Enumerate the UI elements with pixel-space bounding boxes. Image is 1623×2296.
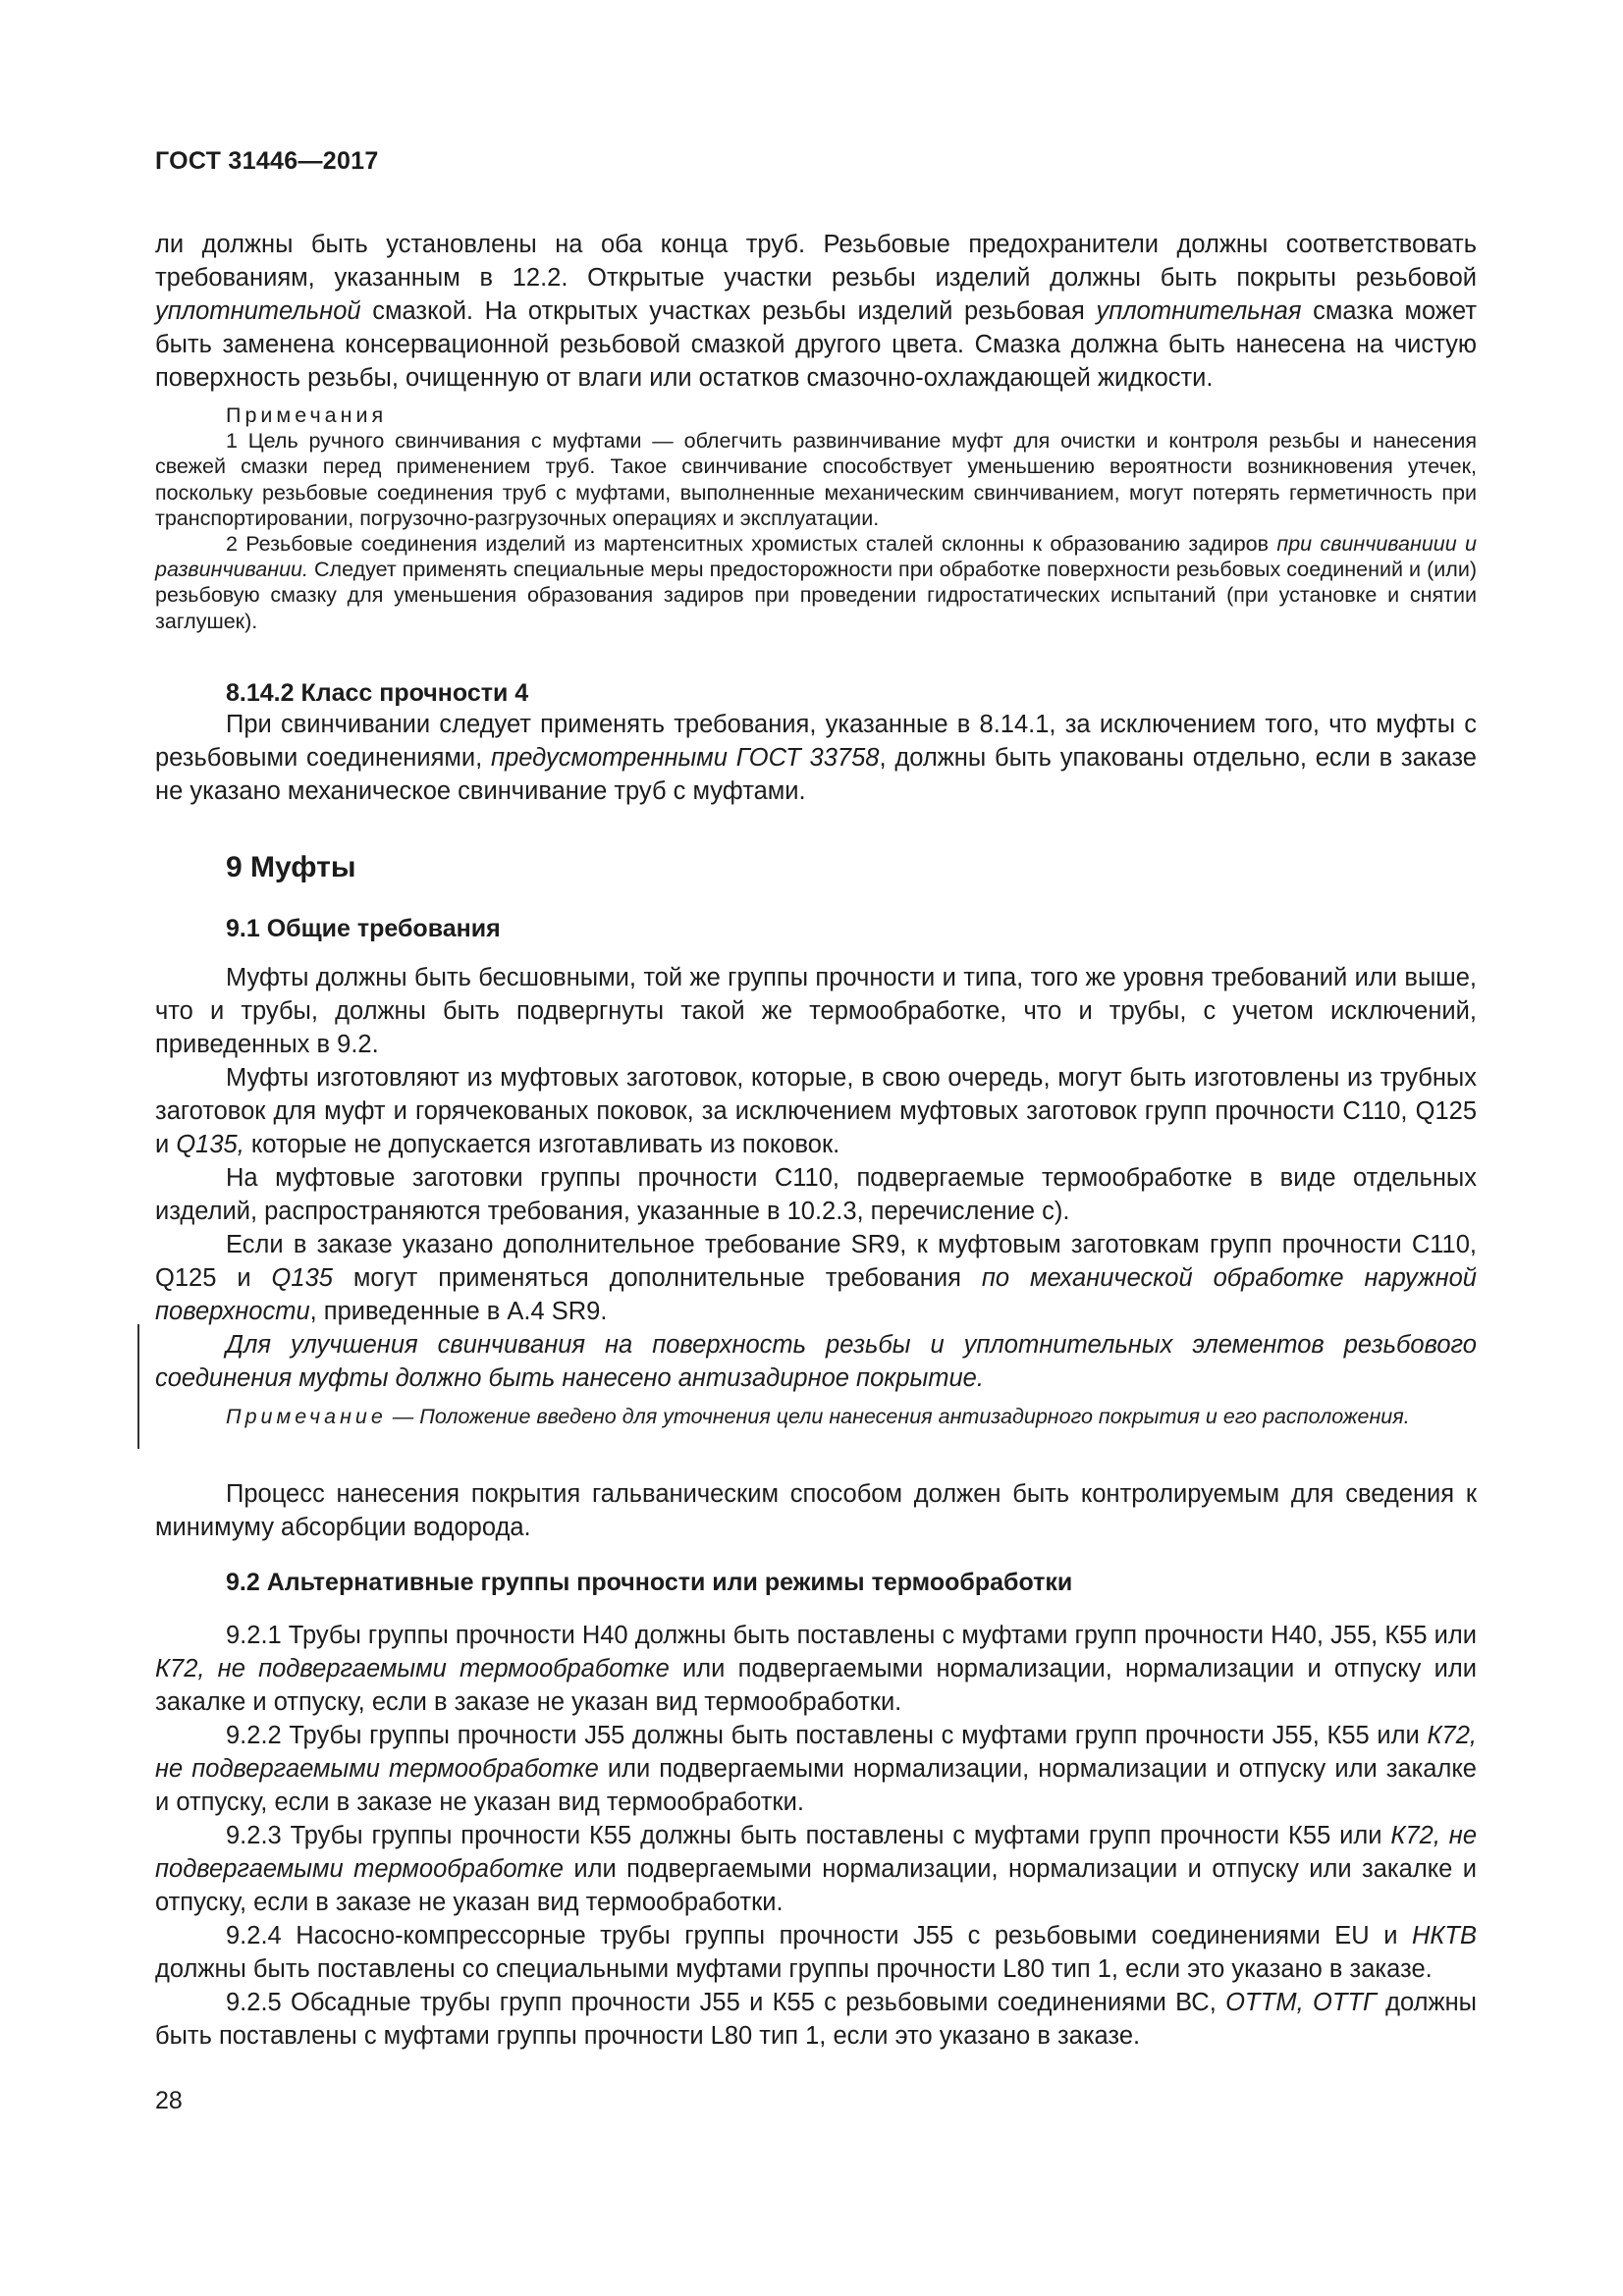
note-2: 2 Резьбовые соединения изделий из мартенситных хромистых сталей склонны к образованию задиров при свинчиваниии и развинчивании. Следует применять специальные меры предосторожности при обработке поверхности резьбовых соединений и (или) резьбовую смазку для уменьшения образования задиров при проведении гидростатических испытаний (при установке и снятии заглушек). — [155, 532, 1477, 633]
section-9-1-note-text: Примечание — Положение введено для уточнения цели нанесения антизадирного покрытия и его расположения. — [226, 1405, 1410, 1428]
notes-block — [155, 402, 1477, 634]
item-9-2-4: 9.2.4 Насосно-компрессорные трубы группы прочности J55 с резьбовыми соединениями EU и НКТВ должны быть поставлены со специальными муфтами группы прочности L80 тип 1, если это указано в заказе. — [155, 1922, 1477, 1983]
section-9-1-body — [155, 961, 1477, 1395]
section-9-1-paragraph-2: Муфты изготовляют из муфтовых заготовок, которые, в свою очередь, могут быть изготовлены из трубных заготовок для муфт и горячекованых поковок, за исключением муфтовых заготовок групп прочности С110, Q125 и Q135, которые не допускается изготавливать из поковок. — [155, 1064, 1477, 1158]
section-9-1-heading-block — [155, 915, 1477, 943]
document-header: ГОСТ 31446—2017 — [155, 147, 379, 175]
item-9-2-5: 9.2.5 Обсадные трубы групп прочности J55 и К55 с резьбовыми соединениями ВС, ОТТМ, ОТТГ должны быть поставлены с муфтами группы прочности L80 тип 1, если это указано в заказе. — [155, 1989, 1478, 2050]
change-bar — [137, 1324, 139, 1449]
notes-title: Примечания — [226, 403, 388, 427]
section-9-heading: 9 Муфты — [226, 851, 356, 883]
section-9-1-paragraph-6: Процесс нанесения покрытия гальваническим способом должен быть контролируемым для сведения к минимуму абсорбции водорода. — [155, 1480, 1477, 1541]
section-9-1-paragraph-4: Если в заказе указано дополнительное требование SR9, к муфтовым заготовкам групп прочности С110, Q125 и Q135 могут применяться дополнительные требования по механической обработке наружной поверхности, приведенные в А.4 SR9. — [155, 1231, 1477, 1325]
section-8-14-2-paragraph: При свинчивании следует применять требования, указанные в 8.14.1, за исключением того, что муфты с резьбовыми соединениями, предусмотренными ГОСТ 33758, должны быть упакованы отдельно, если в заказе не указано механическое свинчивание труб с муфтами. — [155, 711, 1477, 805]
intro-paragraph: ли должны быть установлены на оба конца труб. Резьбовые предохранители должны соответствовать требованиям, указанным в 12.2. Открытые участки резьбы изделий должны быть покрыты резьбовой уплотнительной смазкой. На открытых участках резьбы изделий резьбовая уплотнительная смазка может быть заменена консервационной резьбовой смазкой другого цвета. Смазка должна быть нанесена на чистую поверхность резьбы, очищенную от влаги или остатков смазочно-охлаждающей жидкости. — [155, 231, 1478, 392]
section-9-2-heading-block — [155, 1569, 1477, 1597]
page-number: 28 — [155, 2087, 183, 2114]
item-9-2-1: 9.2.1 Трубы группы прочности Н40 должны быть поставлены с муфтами групп прочности Н40, J55, К55 или К72, не подвергаемыми термообработке или подвергаемыми нормализации, нормализации и отпуску или закалке и отпуску, если в заказе не указан вид термообработки. — [155, 1622, 1478, 1716]
section-9-2-heading: 9.2 Альтернативные группы прочности или режимы термообработки — [226, 1569, 1073, 1596]
section-8-14-2-heading: 8.14.2 Класс прочности 4 — [226, 679, 529, 707]
section-9-1-note — [155, 1404, 1477, 1429]
section-9-heading-block — [155, 851, 1477, 884]
section-9-1-paragraph-1: Муфты должны быть бесшовными, той же группы прочности и типа, того же уровня требований или выше, что и трубы, должны быть подвергнуты такой же термообработке, что и трубы, с учетом исключений, приведенных в 9.2. — [155, 964, 1477, 1058]
intro-paragraph-block — [155, 228, 1477, 395]
section-9-2-body — [155, 1619, 1477, 2053]
section-9-1-heading: 9.1 Общие требования — [226, 915, 501, 942]
section-8-14-2 — [155, 679, 1477, 808]
item-9-2-3: 9.2.3 Трубы группы прочности К55 должны быть поставлены с муфтами групп прочности К55 или К72, не подвергаемыми термообработке или подвергаемыми нормализации, нормализации и отпуску или закалке и отпуску, если в заказе не указан вид термообработки. — [155, 1822, 1478, 1916]
item-9-2-2: 9.2.2 Трубы группы прочности J55 должны быть поставлены с муфтами групп прочности J55, К55 или К72, не подвергаемыми термообработке или подвергаемыми нормализации, нормализации и отпуску или закалке и отпуску, если в заказе не указан вид термообработки. — [155, 1722, 1477, 1816]
section-9-1-paragraph-3: На муфтовые заготовки группы прочности С110, подвергаемые термообработке в виде отдельных изделий, распространяются требования, указанные в 10.2.3, перечисление с). — [155, 1164, 1477, 1225]
section-9-1-paragraph-5: Для улучшения свинчивания на поверхность резьбы и уплотнительных элементов резьбового соединения муфты должно быть нанесено антизадирное покрытие. — [155, 1331, 1477, 1392]
note-1: 1 Цель ручного свинчивания с муфтами — облегчить развинчивание муфт для очистки и контроля резьбы и нанесения свежей смазки перед применением труб. Такое свинчивание способствует уменьшению вероятности возникновения утечек, поскольку резьбовые соединения труб с муфтами, выполненные механическим свинчиванием, могут потерять герметичность при транспортировании, погрузочно-разгрузочных операциях и эксплуатации. — [155, 429, 1477, 530]
section-9-1-paragraph-6-block — [155, 1477, 1477, 1544]
